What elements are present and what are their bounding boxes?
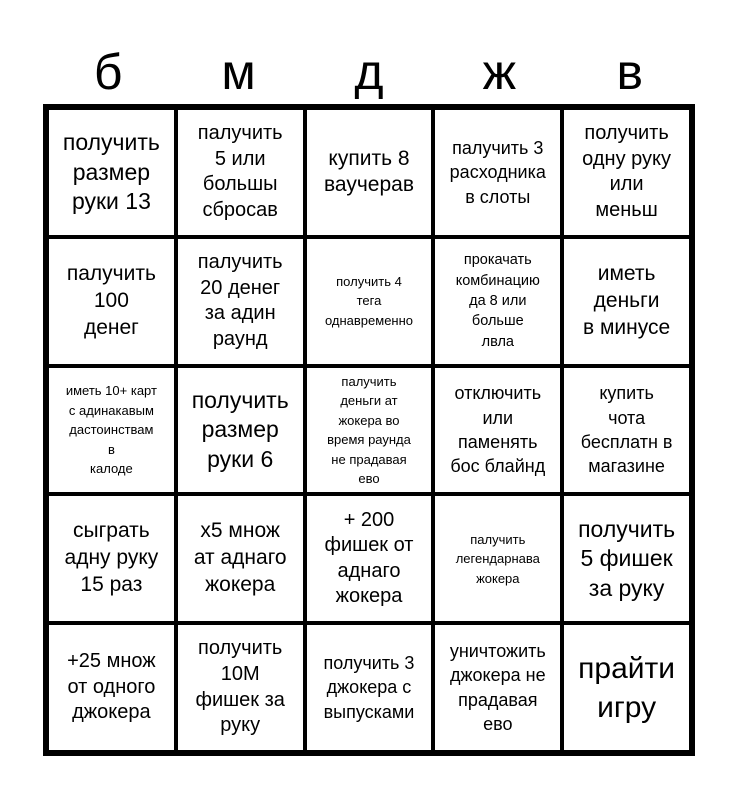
cell-text: сыграть адну руку 15 раз (64, 519, 159, 597)
cell-text: получить 3 джокера с выпусками (323, 653, 415, 722)
bingo-cell[interactable] (47, 237, 176, 366)
cell-text: иметь 10+ карт с адинакавым дастоинствам в калоде (65, 383, 157, 477)
cell-text: палучить легендарнава жокера (455, 531, 540, 586)
bingo-cell[interactable] (433, 494, 562, 623)
bingo-cell[interactable] (562, 623, 691, 752)
bingo-cell[interactable] (562, 237, 691, 366)
bingo-cell[interactable] (433, 237, 562, 366)
bingo-cell[interactable] (47, 108, 176, 237)
header-letter: ж (482, 44, 517, 100)
cell-text: купить 8 ваучерав (323, 146, 414, 197)
bingo-cell[interactable] (176, 623, 305, 752)
cell-text: уничтожить джокера не прадавая ево (449, 641, 546, 734)
bingo-cell[interactable] (562, 108, 691, 237)
cell-text: получить 5 фишек за руку (578, 515, 676, 601)
bingo-cell[interactable] (47, 494, 176, 623)
cell-text: +25 множ от одного джокера (67, 650, 156, 724)
header-letter: в (616, 44, 644, 100)
bingo-cell[interactable] (176, 108, 305, 237)
cell-text: + 200 фишек от аднаго жокера (324, 508, 414, 608)
bingo-cell[interactable] (433, 623, 562, 752)
bingo-cell[interactable] (176, 237, 305, 366)
bingo-cell[interactable] (176, 366, 305, 495)
cell-text: купить чота бесплатн в магазине (580, 383, 673, 477)
bingo-cell[interactable] (433, 366, 562, 495)
bingo-cell[interactable] (305, 623, 434, 752)
cell-text: получить 10М фишек за руку (195, 637, 285, 737)
cell-text: получить 4 тега однавременно (324, 273, 414, 328)
bingo-cell[interactable] (47, 623, 176, 752)
cell-text: отключить или паменять бос блайнд (450, 383, 546, 477)
bingo-cell[interactable] (562, 366, 691, 495)
cell-text: получить одну руку или меньш (582, 122, 671, 221)
bingo-cell[interactable] (305, 494, 434, 623)
header-letter: б (93, 44, 123, 100)
cell-text: прокачать комбинацию да 8 или больше лвла (455, 252, 540, 350)
bingo-cell[interactable] (176, 494, 305, 623)
cell-text: палучить 100 денег (66, 261, 156, 339)
bingo-cell[interactable] (305, 108, 434, 237)
cell-text: палучить 3 расходника в слоты (449, 137, 546, 207)
bingo-cell[interactable] (47, 366, 176, 495)
bingo-header (43, 40, 695, 104)
bingo-cell[interactable] (305, 366, 434, 495)
cell-text: палучить 20 денег за адин раунд (197, 251, 283, 350)
cell-text: получить размер руки 13 (62, 129, 160, 215)
cell-text: палучить деньги ат жокера во время раунда не прадавая ево (327, 373, 411, 486)
header-letter: д (354, 44, 384, 100)
bingo-cell[interactable] (305, 237, 434, 366)
cell-text: палучить 5 или большы сбросав (197, 122, 283, 221)
bingo-board (43, 104, 695, 756)
cell-text: прайти игру (578, 651, 676, 724)
cell-text: х5 множ ат аднаго жокера (193, 519, 287, 597)
bingo-cell[interactable] (433, 108, 562, 237)
header-letter: м (221, 44, 256, 100)
cell-text: получить размер руки 6 (191, 386, 289, 472)
cell-text: иметь деньги в минусе (582, 261, 671, 339)
bingo-cell[interactable] (562, 494, 691, 623)
